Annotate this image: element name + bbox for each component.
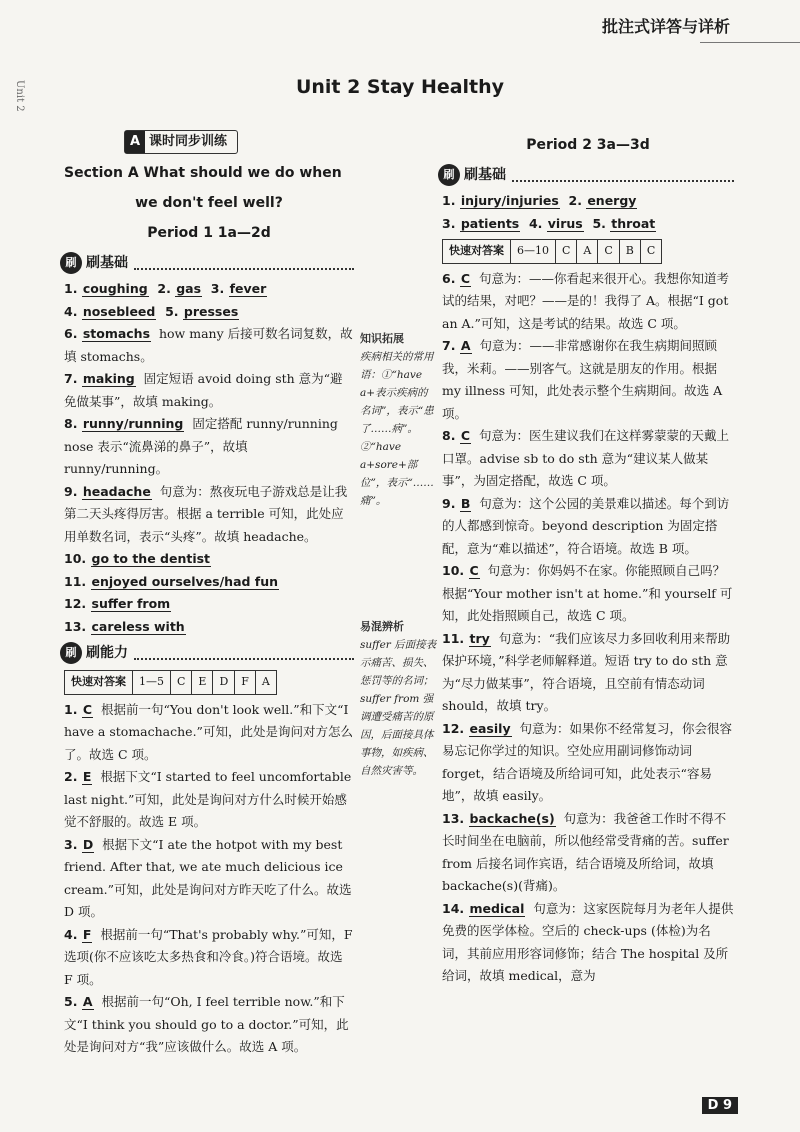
note-text: suffer 后面接表示痛苦、损失、惩罚等的名词；suffer from 强调遭受痛苦的原因，后面接具体事物，如疾病、自然灾害等。: [360, 639, 437, 777]
answer-item: 7. A 句意为：——非常感谢你在我生病期间照顾我，米莉。——别客气。这就是朋友的作用。根据 my illness 可知，此处表示整个生病期间。故选 A 项。: [442, 338, 723, 421]
answer-item: 10. C 句意为：你妈妈不在家。你能照顾自己吗？根据“Your mother isn't at home.”和 yourself 可知，此处指照顾自己，故选 C 项。: [442, 563, 733, 623]
note-text: 疾病相关的常用语：①“have a+表示疾病的名词”，表示“患了……病”。②“have a+sore+部位”，表示“……痛”。: [360, 351, 434, 507]
period-title: Period 2 3a—3d: [526, 137, 650, 153]
answer-item: 8. runny/running 固定搭配 runny/running nose 表示“流鼻涕的鼻子”，故填 runny/running。: [64, 416, 338, 477]
answer-item: 2. E 根据下文“I started to feel uncomfortable last night.”可知，此处是询问对方什么时候开始感觉不舒服的。故选 E 项。: [64, 769, 352, 830]
tag-basics: 刷 刷基础: [60, 250, 354, 276]
margin-note-confusion: [360, 618, 438, 780]
side-text: Unit 2: [14, 80, 25, 112]
answer-item: 3. D 根据下文“I ate the hotpot with my best friend. After that, we ate much delicious ice cream.”可知，此处是询问对方昨天吃了什么。故选 D 项。: [64, 836, 352, 920]
note-title: 易混辨析: [360, 620, 404, 633]
answer-item: 6. C 句意为：——你看起来很开心。我想你知道考试的结果，对吧？——是的！我得了 A。根据“I got an A.”可知，这是考试的结果。故选 C 项。: [442, 270, 729, 331]
section-title-line2: we don't feel well?: [135, 195, 283, 212]
note-title: 知识拓展: [360, 332, 404, 345]
answer-item: 13. backache(s) 句意为：我爸爸工作时不得不长时间坐在电脑前，所以他经常受背痛的苦。suffer from 后接名词作宾语，结合语境及所给词，故填 backache(s)(背痛)。: [442, 810, 729, 893]
phrase-item: 10. go to the dentist: [64, 551, 211, 567]
brush-icon: 刷: [438, 164, 460, 186]
basic-row: 4. nosebleed 5. presses: [64, 303, 239, 319]
answer-item: 9. B 句意为：这个公园的美景难以描述。每个到访的人都感到惊奇。beyond description 为固定搭配，意为“难以描述”，符合语境。故选 B 项。: [442, 495, 730, 556]
period-title: Period 1 1a—2d: [147, 225, 271, 242]
brush-icon: 刷: [60, 252, 82, 274]
header-rule: [700, 42, 800, 43]
answer-item: 14. medical 句意为：这家医院每月为老年人提供免费的医学体检。空后的 check-ups (体检)为名词，其前应用形容词修饰；结合 The hospital 及所给词，故填 medical，意为: [442, 900, 734, 983]
phrase-item: 12. suffer from: [64, 596, 171, 612]
answer-item: 11. try 句意为：“我们应该尽力多回收利用来帮助保护环境，”科学老师解释道。短语 try to do sth 意为“尽力做某事”，符合语境，且空前有情态动词 should，故填 try。: [442, 630, 731, 713]
basic-row: 1. coughing 2. gas 3. fever: [64, 281, 267, 297]
a-badge-icon: A: [125, 131, 145, 153]
answer-item: 12. easily 句意为：如果你不经常复习，你会很容易忘记你学过的知识。空处应用副词修饰动词 forget，结合语境及所给词可知，此处表示“容易地”，故填 easily。: [442, 720, 733, 803]
brush-icon: 刷: [60, 642, 82, 664]
tag-ability: 刷 刷能力: [60, 640, 354, 666]
left-column: [64, 130, 354, 1059]
answer-item: 1. C 根据前一句“You don't look well.”和下文“I have a stomachache.”可知，此处是询问对方怎么了。故选 C 项。: [64, 701, 353, 762]
answer-item: 8. C 句意为：医生建议我们在这样雾蒙蒙的天戴上口罩。advise sb to do sth 意为“建议某人做某事”，为固定搭配，故选 C 项。: [442, 428, 729, 488]
answer-item: 7. making 固定短语 avoid doing sth 意为“避免做某事”，故填 making。: [64, 371, 343, 409]
basic-row: 3. patients 4. virus 5. throat: [442, 215, 656, 231]
section-title-line1: Section A What should we do when: [64, 165, 342, 182]
quick-answer-table: 快速对答案 6—10 C A C B C: [442, 239, 662, 264]
answer-item: 5. A 根据前一句“Oh, I feel terrible now.”和下文“I think you should go to a doctor.”可知，此处是询问对方“我”应该做什么。故选 A 项。: [64, 994, 349, 1055]
sync-training-banner: A 课时同步训练: [124, 130, 238, 154]
page-title: Unit 2 Stay Healthy: [295, 76, 505, 98]
page-header: 批注式详答与详析: [601, 17, 730, 36]
tag-basics: 刷 刷基础: [438, 162, 734, 188]
basic-row: 1. injury/injuries 2. energy: [442, 193, 637, 208]
page-number: D 9: [702, 1097, 738, 1114]
right-column: [442, 130, 734, 988]
quick-answer-table: 快速对答案 1—5 C E D F A: [64, 670, 277, 695]
answer-item: 6. stomachs how many 后接可数名词复数，故填 stomachs。: [64, 326, 353, 364]
answer-item: 4. F 根据前一句“That's probably why.”可知，F 选项(你不应该吃太多热食和冷食。)符合语境。故选 F 项。: [64, 926, 353, 987]
answer-item: 9. headache 句意为：熬夜玩电子游戏总是让我第二天头疼得厉害。根据 a terrible 可知，此处应用单数名词，表示“头疼”。故填 headache。: [64, 483, 348, 544]
phrase-item: 11. enjoyed ourselves/had fun: [64, 573, 279, 589]
phrase-item: 13. careless with: [64, 618, 185, 634]
margin-note-knowledge: [360, 330, 438, 510]
